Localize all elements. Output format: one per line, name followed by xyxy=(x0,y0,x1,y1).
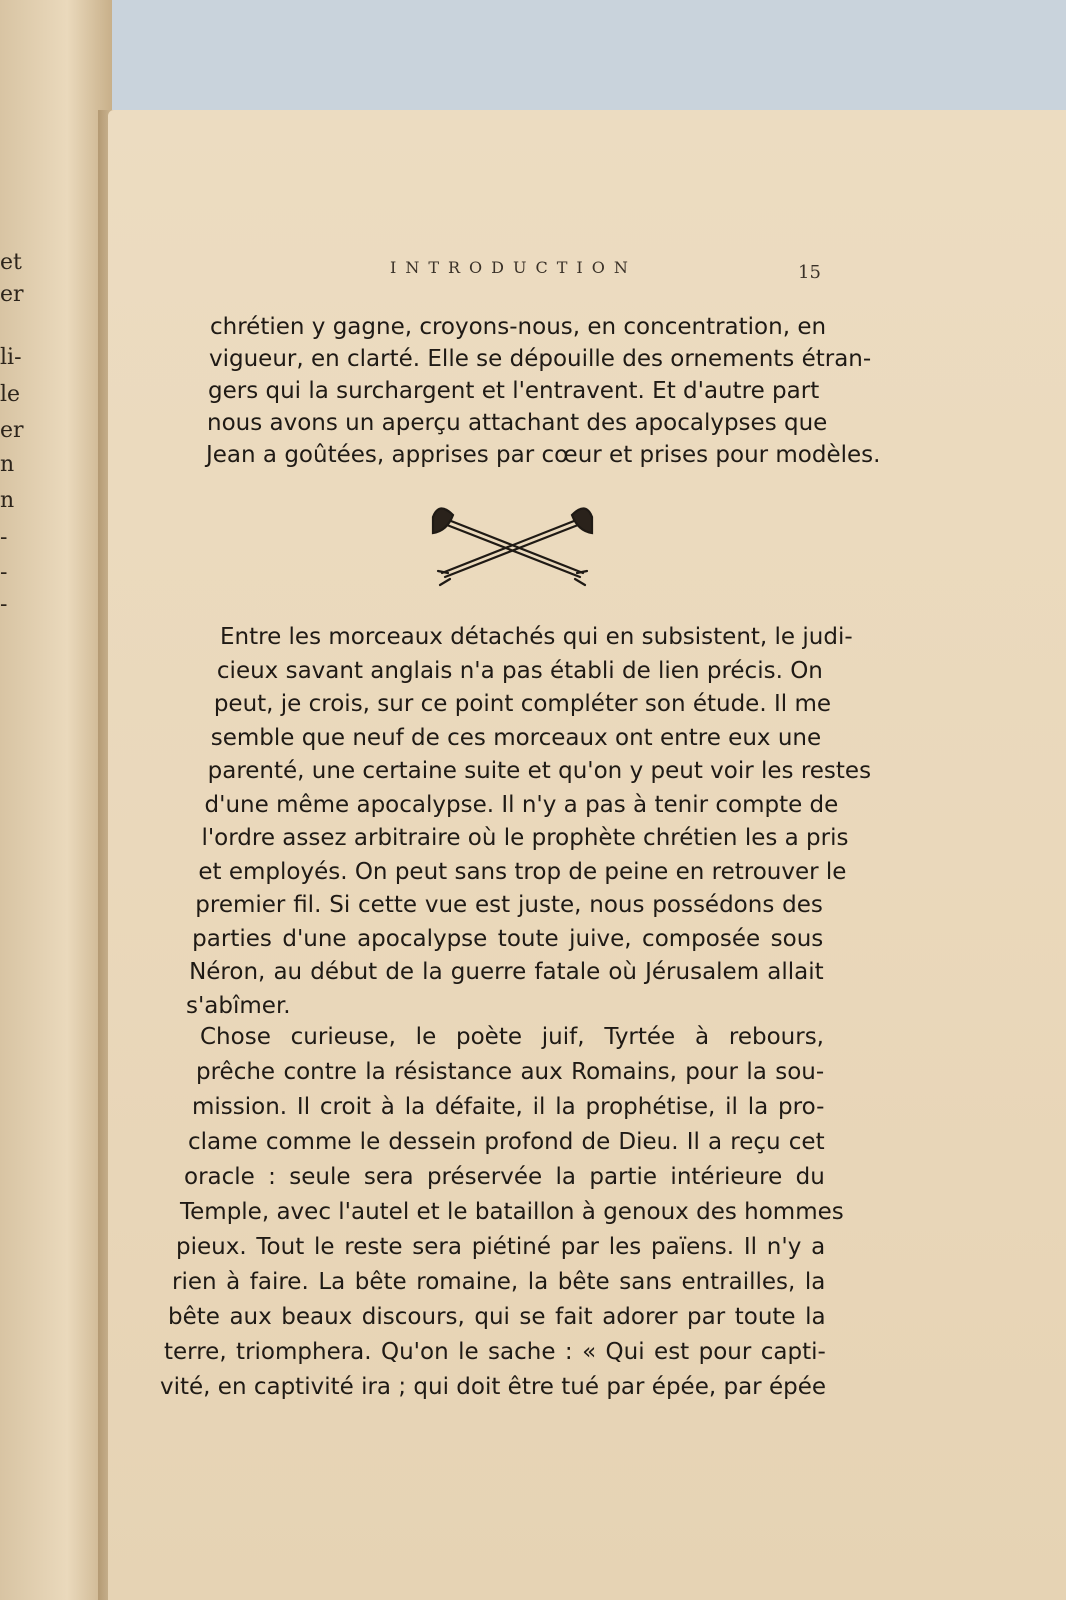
text-line: gers qui la surchargent et l'entravent. Et d'autre part xyxy=(208,378,820,404)
text-line: nous avons un aperçu attachant des apocalypses que xyxy=(207,410,828,436)
text-line: rien à faire. La bête romaine, la bête sans entrailles, la xyxy=(172,1269,826,1295)
text-line: et employés. On peut sans trop de peine en retrouver le xyxy=(198,858,847,885)
text-line: parenté, une certaine suite et qu'on y peut voir les restes xyxy=(207,758,872,784)
left-page-fragment: n xyxy=(0,452,15,477)
left-page-fragment: le xyxy=(0,382,21,407)
crossed-trumpets-icon xyxy=(425,495,600,590)
text-line: s'abîmer. xyxy=(186,992,291,1019)
text-line: mission. Il croit à la défaite, il la prophétise, il la pro- xyxy=(192,1094,825,1120)
left-page-fragment: et xyxy=(0,250,22,275)
text-line: Néron, au début de la guerre fatale où Jérusalem allait xyxy=(189,959,824,985)
left-page-edge xyxy=(0,0,112,1600)
left-page-fragment: li- xyxy=(0,345,22,370)
text-line: semble que neuf de ces morceaux ont entre eux une xyxy=(210,724,822,751)
text-line: vité, en captivité ira ; qui doit être tué par épée, par épée xyxy=(160,1374,826,1400)
text-line: parties d'une apocalypse toute juive, composée sous xyxy=(192,925,824,952)
text-line: oracle : seule sera préservée la partie intérieure du xyxy=(184,1164,825,1190)
text-line: chrétien y gagne, croyons-nous, en concentration, en xyxy=(210,314,827,340)
text-line: prêche contre la résistance aux Romains, pour la sou- xyxy=(196,1059,825,1085)
left-page-fragment: n xyxy=(0,488,15,513)
left-page-fragment: - xyxy=(0,525,8,550)
left-page-fragment: er xyxy=(0,282,24,307)
left-page-fragment: er xyxy=(0,418,24,443)
left-page-fragment: - xyxy=(0,560,8,585)
text-line: Temple, avec l'autel et le bataillon à genoux des hommes xyxy=(180,1199,844,1225)
text-line: Chose curieuse, le poète juif, Tyrtée à rebours, xyxy=(200,1024,824,1050)
text-line: terre, triomphera. Qu'on le sache : « Qui est pour capti- xyxy=(164,1339,826,1365)
text-line: bête aux beaux discours, qui se fait adorer par toute la xyxy=(168,1304,826,1330)
text-line: premier fil. Si cette vue est juste, nous possédons des xyxy=(195,892,823,918)
left-page-fragment: - xyxy=(0,592,8,617)
page-number: 15 xyxy=(798,262,821,283)
text-line: l'ordre assez arbitraire où le prophète chrétien les a pris xyxy=(201,825,849,851)
text-line: pieux. Tout le reste sera piétiné par les païens. Il n'y a xyxy=(176,1234,826,1260)
text-line: cieux savant anglais n'a pas établi de lien précis. On xyxy=(216,657,823,684)
text-line: clame comme le dessein profond de Dieu. Il a reçu cet xyxy=(188,1129,825,1155)
text-line: Entre les morceaux détachés qui en subsistent, le judi- xyxy=(220,624,853,650)
text-line: peut, je crois, sur ce point compléter son étude. Il me xyxy=(213,691,831,717)
text-line: Jean a goûtées, apprises par cœur et prises pour modèles. xyxy=(206,442,881,468)
text-line: vigueur, en clarté. Elle se dépouille des ornements étran- xyxy=(209,346,872,372)
running-title: INTRODUCTION xyxy=(390,258,637,277)
text-line: d'une même apocalypse. Il n'y a pas à tenir compte de xyxy=(204,791,839,818)
